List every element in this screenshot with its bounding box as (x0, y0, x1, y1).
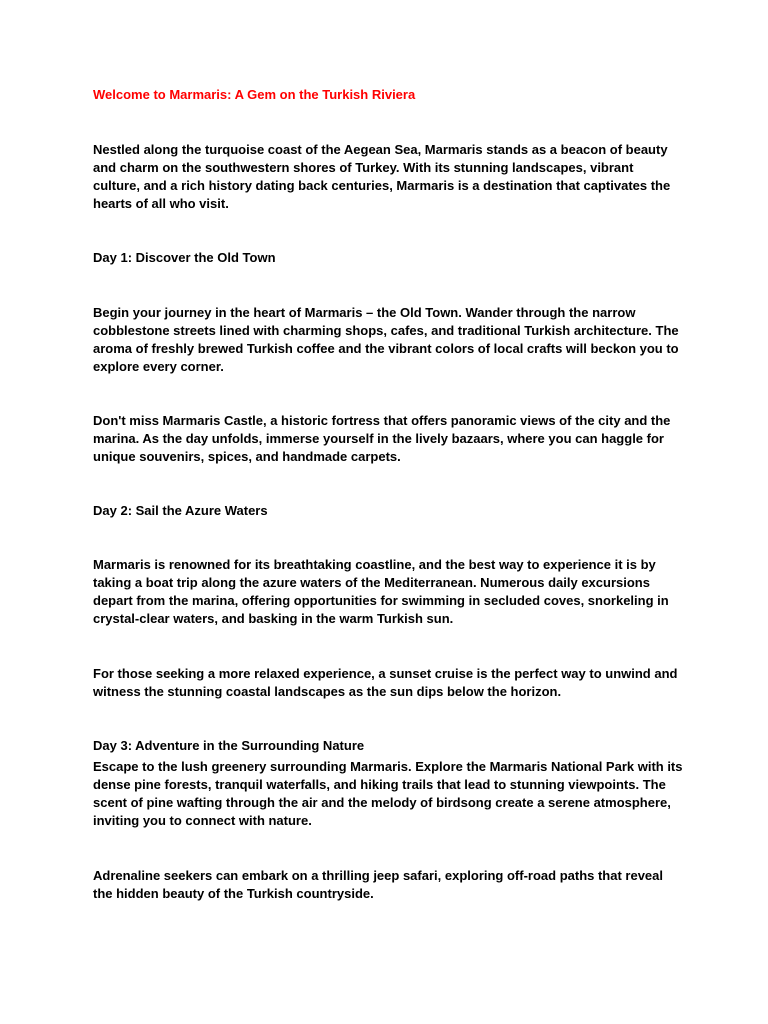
day3-paragraph-1: Escape to the lush greenery surrounding Marmaris. Explore the Marmaris National Park with its dense pine forests, tranquil waterfalls, and hiking trails that lead to stunning viewpoints. The scent of pine wafting through the air and the melody of birdsong create a serene atmosphere, inviting you to connect with nature. (93, 759, 683, 828)
document-title: Welcome to Marmaris: A Gem on the Turkish Riviera (93, 87, 416, 102)
day3-heading: Day 3: Adventure in the Surrounding Nature (93, 738, 365, 753)
day1-paragraph-1: Begin your journey in the heart of Marmaris – the Old Town. Wander through the narrow cobblestone streets lined with charming shops, cafes, and traditional Turkish architecture. The aroma of freshly brewed Turkish coffee and the vibrant colors of local crafts will beckon you to explore every corner. (93, 305, 679, 374)
intro-paragraph: Nestled along the turquoise coast of the Aegean Sea, Marmaris stands as a beacon of beauty and charm on the southwestern shores of Turkey. With its stunning landscapes, vibrant culture, and a rich history dating back centuries, Marmaris is a destination that captivates the hearts of all who visit. (93, 142, 671, 211)
day1-paragraph-2: Don't miss Marmaris Castle, a historic fortress that offers panoramic views of the city and the marina. As the day unfolds, immerse yourself in the lively bazaars, where you can haggle for unique souvenirs, spices, and handmade carpets. (93, 413, 671, 464)
day2-paragraph-2: For those seeking a more relaxed experience, a sunset cruise is the perfect way to unwind and witness the stunning coastal landscapes as the sun dips below the horizon. (93, 666, 678, 699)
day3-paragraph-2: Adrenaline seekers can embark on a thrilling jeep safari, exploring off-road paths that reveal the hidden beauty of the Turkish countryside. (93, 868, 664, 901)
document-page (93, 86, 683, 903)
day2-paragraph-1: Marmaris is renowned for its breathtaking coastline, and the best way to experience it is by taking a boat trip along the azure waters of the Mediterranean. Numerous daily excursions depart from the marina, offering opportunities for swimming in secluded coves, snorkeling in crystal-clear waters, and basking in the warm Turkish sun. (93, 557, 669, 626)
day2-heading: Day 2: Sail the Azure Waters (93, 503, 268, 518)
day1-heading: Day 1: Discover the Old Town (93, 250, 276, 265)
